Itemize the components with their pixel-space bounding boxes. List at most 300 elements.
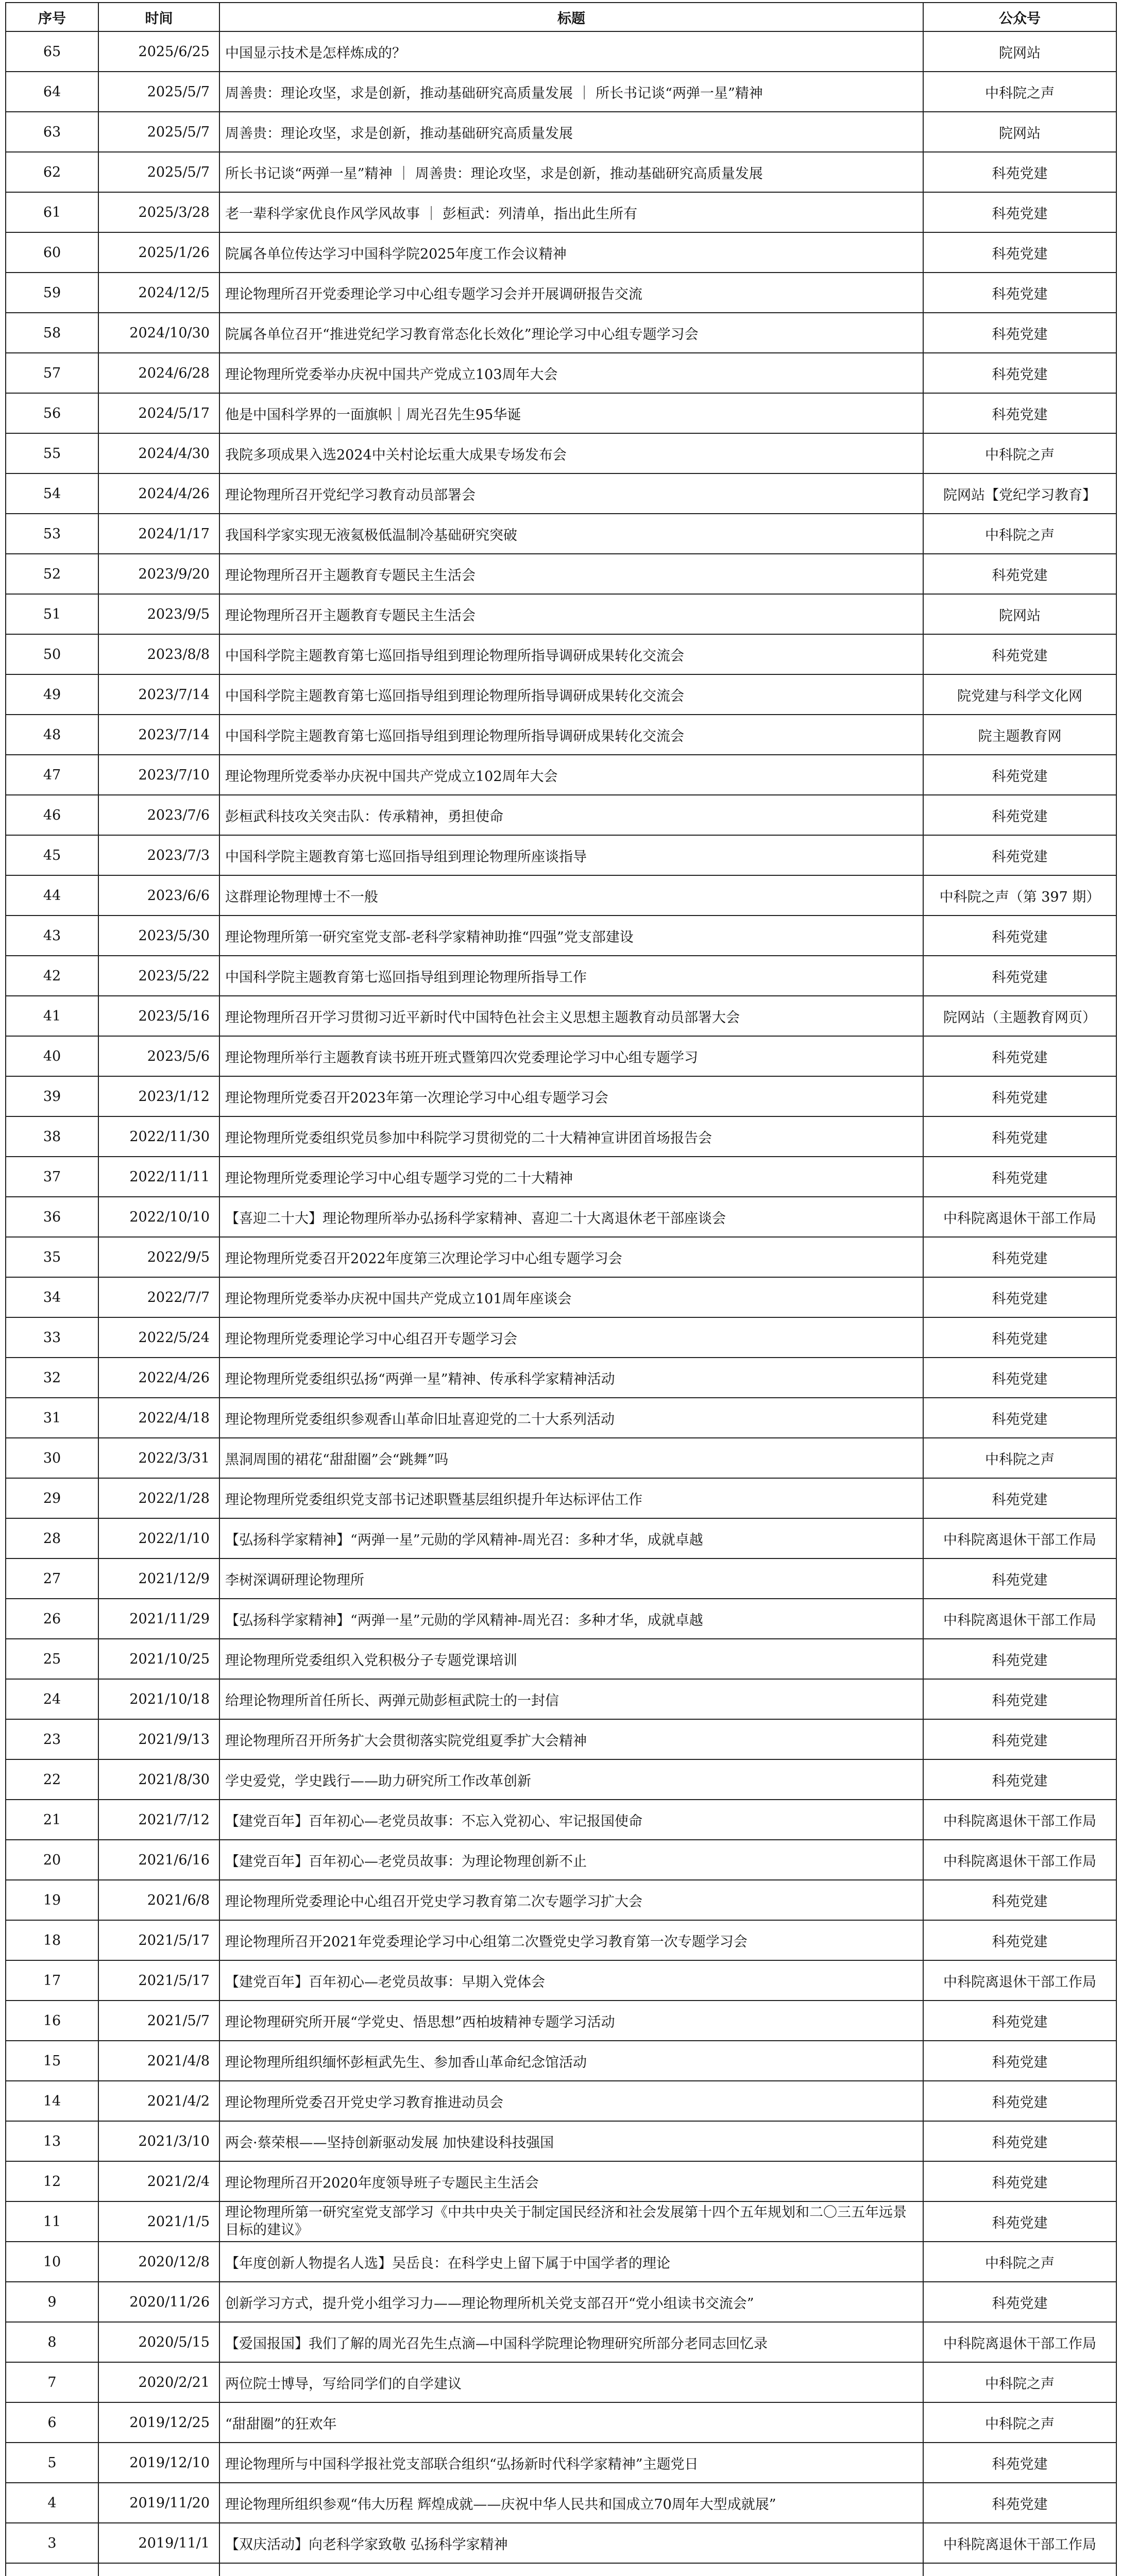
row-title: 理论物理所党委召开2022年度第三次理论学习中心组专题学习会: [219, 1237, 923, 1277]
row-account: 中科院之声: [923, 72, 1116, 112]
row-account: 科苑党建: [923, 2201, 1116, 2242]
row-date: 2023/9/5: [98, 594, 219, 634]
row-date: 2024/6/28: [98, 353, 219, 393]
table-row: [6, 1840, 1116, 1880]
table-row: [6, 1358, 1116, 1398]
row-account: 科苑党建: [923, 1639, 1116, 1679]
row-account: 科苑党建: [923, 634, 1116, 674]
row-account: 中科院离退休干部工作局: [923, 1960, 1116, 2001]
row-account: 院网站【党纪学习教育】: [923, 473, 1116, 514]
row-number: 24: [6, 1679, 98, 1719]
row-number: 41: [6, 996, 98, 1036]
row-account: 中科院离退休干部工作局: [923, 1518, 1116, 1558]
row-title: [219, 2563, 923, 2576]
row-account: 科苑党建: [923, 232, 1116, 273]
row-account: 科苑党建: [923, 1237, 1116, 1277]
row-title: 【弘扬科学家精神】“两弹一星”元勋的学风精神-周光召：多种才华，成就卓越: [219, 1599, 923, 1639]
table-row: [6, 1237, 1116, 1277]
table-row: [6, 1317, 1116, 1358]
header-title: 标题: [219, 3, 923, 31]
row-title: 理论物理所召开党委理论学习中心组专题学习会并开展调研报告交流: [219, 273, 923, 313]
row-title: 理论物理所党委组织参观香山革命旧址喜迎党的二十大系列活动: [219, 1398, 923, 1438]
row-date: 2024/4/30: [98, 433, 219, 473]
table-row: [6, 192, 1116, 232]
row-date: 2022/10/10: [98, 1197, 219, 1237]
row-number: 20: [6, 1840, 98, 1880]
row-date: 2021/2/4: [98, 2161, 219, 2201]
row-number: 49: [6, 674, 98, 715]
row-account: 中科院离退休干部工作局: [923, 1197, 1116, 1237]
row-account: 中科院之声: [923, 433, 1116, 473]
row-number: 36: [6, 1197, 98, 1237]
row-account: 科苑党建: [923, 1719, 1116, 1759]
row-number: 16: [6, 2001, 98, 2041]
row-account: 院主题教育网: [923, 715, 1116, 755]
row-title: 彭桓武科技攻关突击队：传承精神，勇担使命: [219, 795, 923, 835]
row-account: 科苑党建: [923, 1116, 1116, 1157]
row-date: 2024/12/5: [98, 273, 219, 313]
row-title: 【建党百年】百年初心—老党员故事：早期入党体会: [219, 1960, 923, 2001]
row-number: 13: [6, 2121, 98, 2161]
table-row: [6, 996, 1116, 1036]
row-number: 42: [6, 956, 98, 996]
row-title: 给理论物理所首任所长、两弹元勋彭桓武院士的一封信: [219, 1679, 923, 1719]
row-number: 23: [6, 1719, 98, 1759]
table-row: [6, 2282, 1116, 2322]
row-account: 院网站: [923, 112, 1116, 152]
row-title: 所长书记谈“两弹一星”精神 ｜ 周善贵：理论攻坚，求是创新，推动基础研究高质量发展: [219, 152, 923, 192]
row-date: 2022/1/28: [98, 1478, 219, 1518]
row-account: 中科院之声: [923, 2362, 1116, 2402]
row-title: 我院多项成果入选2024中关村论坛重大成果专场发布会: [219, 433, 923, 473]
row-title: “甜甜圈”的狂欢年: [219, 2402, 923, 2443]
row-account: 科苑党建: [923, 273, 1116, 313]
table-row: [6, 2523, 1116, 2563]
row-date: 2022/7/7: [98, 1277, 219, 1317]
header-date: 时间: [98, 3, 219, 31]
table-row: [6, 393, 1116, 433]
row-date: 2021/6/16: [98, 1840, 219, 1880]
row-number: 43: [6, 916, 98, 956]
row-title: 周善贵：理论攻坚，求是创新，推动基础研究高质量发展: [219, 112, 923, 152]
table-row: [6, 594, 1116, 634]
row-date: 2024/10/30: [98, 313, 219, 353]
row-account: 科苑党建: [923, 152, 1116, 192]
row-account: 科苑党建: [923, 554, 1116, 594]
row-number: 50: [6, 634, 98, 674]
row-date: 2025/1/26: [98, 232, 219, 273]
row-title: 理论物理所第一研究室党支部-老科学家精神助推“四强”党支部建设: [219, 916, 923, 956]
row-date: 2024/5/17: [98, 393, 219, 433]
row-title: 两位院士博导，写给同学们的自学建议: [219, 2362, 923, 2402]
row-date: 2025/5/7: [98, 72, 219, 112]
row-number: 46: [6, 795, 98, 835]
table-row: [6, 2161, 1116, 2201]
row-account: 中科院离退休干部工作局: [923, 2322, 1116, 2362]
row-number: 27: [6, 1558, 98, 1599]
table-row: [6, 2483, 1116, 2523]
table-row: [6, 1639, 1116, 1679]
row-account: 科苑党建: [923, 1880, 1116, 1920]
row-number: 18: [6, 1920, 98, 1960]
row-number: 26: [6, 1599, 98, 1639]
table-row: [6, 1197, 1116, 1237]
table-row: [6, 2402, 1116, 2443]
row-title: 两会·蔡荣根——坚持创新驱动发展 加快建设科技强国: [219, 2121, 923, 2161]
table-row: [6, 956, 1116, 996]
row-title: 【喜迎二十大】理论物理所举办弘扬科学家精神、喜迎二十大离退休老干部座谈会: [219, 1197, 923, 1237]
row-date: 2023/8/8: [98, 634, 219, 674]
row-account: 院党建与科学文化网: [923, 674, 1116, 715]
row-title: 院属各单位传达学习中国科学院2025年度工作会议精神: [219, 232, 923, 273]
row-number: 25: [6, 1639, 98, 1679]
row-account: [923, 2563, 1116, 2576]
row-account: 科苑党建: [923, 1759, 1116, 1800]
row-title: 理论物理所组织参观“伟大历程 辉煌成就——庆祝中华人民共和国成立70周年大型成就展”: [219, 2483, 923, 2523]
table-row: [6, 353, 1116, 393]
row-date: 2021/12/9: [98, 1558, 219, 1599]
row-number: 35: [6, 1237, 98, 1277]
row-date: 2023/7/6: [98, 795, 219, 835]
row-number: 64: [6, 72, 98, 112]
row-title: 理论物理所召开主题教育专题民主生活会: [219, 594, 923, 634]
row-date: 2021/7/12: [98, 1800, 219, 1840]
row-account: 科苑党建: [923, 916, 1116, 956]
row-account: 中科院离退休干部工作局: [923, 1800, 1116, 1840]
row-title: 理论物理研究所开展“学党史、悟思想”西柏坡精神专题学习活动: [219, 2001, 923, 2041]
row-title: 理论物理所党委举办庆祝中国共产党成立101周年座谈会: [219, 1277, 923, 1317]
row-date: 2023/5/22: [98, 956, 219, 996]
row-date: 2023/7/10: [98, 755, 219, 795]
row-title: 李树深调研理论物理所: [219, 1558, 923, 1599]
row-account: 科苑党建: [923, 1317, 1116, 1358]
table-row: [6, 1036, 1116, 1076]
row-date: 2024/1/17: [98, 514, 219, 554]
row-date: 2022/1/10: [98, 1518, 219, 1558]
row-number: 38: [6, 1116, 98, 1157]
row-account: 中科院离退休干部工作局: [923, 2523, 1116, 2563]
row-title: 理论物理所第一研究室党支部学习《中共中央关于制定国民经济和社会发展第十四个五年规划和二〇三五年远景目标的建议》: [219, 2201, 923, 2242]
row-number: 54: [6, 473, 98, 514]
row-account: 科苑党建: [923, 2443, 1116, 2483]
row-number: 33: [6, 1317, 98, 1358]
row-account: 科苑党建: [923, 192, 1116, 232]
row-account: 中科院之声: [923, 1438, 1116, 1478]
row-number: 65: [6, 31, 98, 72]
table-row: [6, 1759, 1116, 1800]
row-account: 院网站: [923, 31, 1116, 72]
table-row: [6, 112, 1116, 152]
table-row: [6, 2081, 1116, 2121]
row-date: 2025/3/28: [98, 192, 219, 232]
row-title: 理论物理所党委组织入党积极分子专题党课培训: [219, 1639, 923, 1679]
row-number: 53: [6, 514, 98, 554]
row-title: 黑洞周围的裙花“甜甜圈”会“跳舞”吗: [219, 1438, 923, 1478]
row-title: 中国科学院主题教育第七巡回指导组到理论物理所指导调研成果转化交流会: [219, 674, 923, 715]
row-account: 科苑党建: [923, 313, 1116, 353]
row-number: 29: [6, 1478, 98, 1518]
row-number: 51: [6, 594, 98, 634]
row-account: 科苑党建: [923, 1920, 1116, 1960]
table-row: [6, 1679, 1116, 1719]
table-row: [6, 2322, 1116, 2362]
row-date: 2020/11/26: [98, 2282, 219, 2322]
row-date: 2022/11/30: [98, 1116, 219, 1157]
row-number: 11: [6, 2201, 98, 2242]
row-date: [98, 2563, 219, 2576]
row-title: 理论物理所举行主题教育读书班开班式暨第四次党委理论学习中心组专题学习: [219, 1036, 923, 1076]
row-account: 中科院之声: [923, 2242, 1116, 2282]
row-date: 2021/6/8: [98, 1880, 219, 1920]
row-date: 2023/1/12: [98, 1076, 219, 1116]
row-number: 62: [6, 152, 98, 192]
table-row: [6, 2242, 1116, 2282]
row-title: 理论物理所党委召开党史学习教育推进动员会: [219, 2081, 923, 2121]
row-number: 59: [6, 273, 98, 313]
row-date: 2021/5/17: [98, 1920, 219, 1960]
table-row: [6, 634, 1116, 674]
table-row: [6, 1800, 1116, 1840]
row-date: 2025/5/7: [98, 152, 219, 192]
table-row: [6, 2201, 1116, 2242]
row-account: 科苑党建: [923, 1679, 1116, 1719]
row-date: 2021/10/25: [98, 1639, 219, 1679]
row-date: 2021/8/30: [98, 1759, 219, 1800]
row-account: 科苑党建: [923, 2081, 1116, 2121]
row-title: 理论物理所召开学习贯彻习近平新时代中国特色社会主义思想主题教育动员部署大会: [219, 996, 923, 1036]
table-row: [6, 715, 1116, 755]
row-title: 理论物理所党委理论学习中心组召开专题学习会: [219, 1317, 923, 1358]
row-date: 2021/5/7: [98, 2001, 219, 2041]
row-title: 理论物理所组织缅怀彭桓武先生、参加香山革命纪念馆活动: [219, 2041, 923, 2081]
table-row: [6, 1398, 1116, 1438]
row-date: 2021/9/13: [98, 1719, 219, 1759]
row-title: 理论物理所党委组织弘扬“两弹一星”精神、传承科学家精神活动: [219, 1358, 923, 1398]
row-title: 中国科学院主题教育第七巡回指导组到理论物理所座谈指导: [219, 835, 923, 875]
articles-table: [5, 2, 1117, 2576]
row-date: 2024/4/26: [98, 473, 219, 514]
table-row: [6, 273, 1116, 313]
table-row: [6, 1277, 1116, 1317]
row-number: 57: [6, 353, 98, 393]
row-title: 老一辈科学家优良作风学风故事 ｜ 彭桓武：列清单，指出此生所有: [219, 192, 923, 232]
table-row: [6, 1076, 1116, 1116]
row-number: 22: [6, 1759, 98, 1800]
row-number: 37: [6, 1157, 98, 1197]
table-row: [6, 473, 1116, 514]
table-row: [6, 2443, 1116, 2483]
table-row: [6, 1558, 1116, 1599]
row-date: 2023/7/14: [98, 715, 219, 755]
row-account: 科苑党建: [923, 755, 1116, 795]
row-number: 9: [6, 2282, 98, 2322]
table-row: [6, 554, 1116, 594]
row-account: 科苑党建: [923, 2041, 1116, 2081]
row-number: 12: [6, 2161, 98, 2201]
table-row: [6, 1116, 1116, 1157]
table-row: [6, 835, 1116, 875]
row-title: 【弘扬科学家精神】“两弹一星”元勋的学风精神-周光召：多种才华，成就卓越: [219, 1518, 923, 1558]
row-date: 2022/5/24: [98, 1317, 219, 1358]
row-title: 理论物理所党委召开2023年第一次理论学习中心组专题学习会: [219, 1076, 923, 1116]
row-number: 28: [6, 1518, 98, 1558]
row-title: 【建党百年】百年初心—老党员故事：不忘入党初心、牢记报国使命: [219, 1800, 923, 1840]
row-account: 科苑党建: [923, 2161, 1116, 2201]
row-title: 理论物理所党委举办庆祝中国共产党成立103周年大会: [219, 353, 923, 393]
row-title: 【建党百年】百年初心—老党员故事：为理论物理创新不止: [219, 1840, 923, 1880]
row-number: 10: [6, 2242, 98, 2282]
table-row: [6, 2001, 1116, 2041]
header-account: 公众号: [923, 3, 1116, 31]
row-date: 2022/4/26: [98, 1358, 219, 1398]
table-row: [6, 1518, 1116, 1558]
row-account: 中科院离退休干部工作局: [923, 1599, 1116, 1639]
row-date: 2025/5/7: [98, 112, 219, 152]
row-date: 2020/12/8: [98, 2242, 219, 2282]
row-number: 34: [6, 1277, 98, 1317]
row-title: 院属各单位召开“推进党纪学习教育常态化长效化”理论学习中心组专题学习会: [219, 313, 923, 353]
row-date: 2021/1/5: [98, 2201, 219, 2242]
row-date: 2023/7/3: [98, 835, 219, 875]
table-row: [6, 232, 1116, 273]
row-title: 理论物理所党委举办庆祝中国共产党成立102周年大会: [219, 755, 923, 795]
row-account: 科苑党建: [923, 835, 1116, 875]
row-date: 2023/7/14: [98, 674, 219, 715]
row-date: 2019/12/25: [98, 2402, 219, 2443]
row-title: 理论物理所召开2021年党委理论学习中心组第二次暨党史学习教育第一次专题学习会: [219, 1920, 923, 1960]
row-date: 2022/3/31: [98, 1438, 219, 1478]
row-date: 2023/5/6: [98, 1036, 219, 1076]
row-title: 他是中国科学界的一面旗帜｜周光召先生95华诞: [219, 393, 923, 433]
row-account: 科苑党建: [923, 2121, 1116, 2161]
row-account: 科苑党建: [923, 1558, 1116, 1599]
row-title: 理论物理所与中国科学报社党支部联合组织“弘扬新时代科学家精神”主题党日: [219, 2443, 923, 2483]
table-row: [6, 313, 1116, 353]
row-number: 48: [6, 715, 98, 755]
row-title: 【爱国报国】我们了解的周光召先生点滴—中国科学院理论物理研究所部分老同志回忆录: [219, 2322, 923, 2362]
row-number: 56: [6, 393, 98, 433]
row-account: 科苑党建: [923, 2001, 1116, 2041]
header-num: 序号: [6, 3, 98, 31]
row-number: 63: [6, 112, 98, 152]
row-title: 理论物理所党委组织党员参加中科院学习贯彻党的二十大精神宣讲团首场报告会: [219, 1116, 923, 1157]
row-title: 学史爱党，学史践行——助力研究所工作改革创新: [219, 1759, 923, 1800]
row-date: 2023/5/16: [98, 996, 219, 1036]
row-number: 61: [6, 192, 98, 232]
row-account: 科苑党建: [923, 795, 1116, 835]
row-account: 科苑党建: [923, 393, 1116, 433]
row-number: 55: [6, 433, 98, 473]
row-account: 科苑党建: [923, 1076, 1116, 1116]
row-date: 2022/11/11: [98, 1157, 219, 1197]
table-row: [6, 875, 1116, 916]
header-row: [6, 3, 1116, 31]
table-row: [6, 1880, 1116, 1920]
row-account: 中科院之声（第 397 期）: [923, 875, 1116, 916]
row-date: 2021/10/18: [98, 1679, 219, 1719]
row-date: 2025/6/25: [98, 31, 219, 72]
row-title: 周善贵：理论攻坚，求是创新，推动基础研究高质量发展 ｜ 所长书记谈“两弹一星”精神: [219, 72, 923, 112]
row-account: 院网站: [923, 594, 1116, 634]
table-row: [6, 72, 1116, 112]
table-row: [6, 2362, 1116, 2402]
table-row: [6, 1478, 1116, 1518]
row-date: 2021/4/2: [98, 2081, 219, 2121]
row-date: 2021/11/29: [98, 1599, 219, 1639]
row-date: 2022/9/5: [98, 1237, 219, 1277]
row-number: 30: [6, 1438, 98, 1478]
row-date: 2020/5/15: [98, 2322, 219, 2362]
row-number: 7: [6, 2362, 98, 2402]
row-date: 2019/11/1: [98, 2523, 219, 2563]
row-number: 6: [6, 2402, 98, 2443]
row-number: 39: [6, 1076, 98, 1116]
row-title: 中国科学院主题教育第七巡回指导组到理论物理所指导调研成果转化交流会: [219, 634, 923, 674]
row-title: 理论物理所召开所务扩大会贯彻落实院党组夏季扩大会精神: [219, 1719, 923, 1759]
row-account: 科苑党建: [923, 1157, 1116, 1197]
table-row: [6, 755, 1116, 795]
row-date: 2023/5/30: [98, 916, 219, 956]
table-body: [6, 31, 1116, 2576]
row-date: 2021/3/10: [98, 2121, 219, 2161]
table-row: [6, 1719, 1116, 1759]
table-row: [6, 31, 1116, 72]
table-row: [6, 916, 1116, 956]
table-row: [6, 1438, 1116, 1478]
row-account: 科苑党建: [923, 956, 1116, 996]
row-number: 52: [6, 554, 98, 594]
table-row: [6, 514, 1116, 554]
row-date: 2020/2/21: [98, 2362, 219, 2402]
row-title: 理论物理所党委理论中心组召开党史学习教育第二次专题学习扩大会: [219, 1880, 923, 1920]
row-title: 理论物理所党委组织党支部书记述职暨基层组织提升年达标评估工作: [219, 1478, 923, 1518]
table-row: [6, 152, 1116, 192]
row-number: 32: [6, 1358, 98, 1398]
row-date: 2021/5/17: [98, 1960, 219, 2001]
row-number: 5: [6, 2443, 98, 2483]
row-date: 2021/4/8: [98, 2041, 219, 2081]
row-number: 17: [6, 1960, 98, 2001]
row-account: 科苑党建: [923, 1358, 1116, 1398]
row-title: 理论物理所召开2020年度领导班子专题民主生活会: [219, 2161, 923, 2201]
row-account: 科苑党建: [923, 353, 1116, 393]
table-row: [6, 1960, 1116, 2001]
row-number: 45: [6, 835, 98, 875]
row-number: 8: [6, 2322, 98, 2362]
row-account: 院网站（主题教育网页）: [923, 996, 1116, 1036]
table-row: [6, 2563, 1116, 2576]
table-row: [6, 433, 1116, 473]
row-title: 理论物理所召开党纪学习教育动员部署会: [219, 473, 923, 514]
row-number: 58: [6, 313, 98, 353]
row-account: 科苑党建: [923, 1478, 1116, 1518]
row-title: 【年度创新人物提名人选】吴岳良：在科学史上留下属于中国学者的理论: [219, 2242, 923, 2282]
row-title: 理论物理所党委理论学习中心组专题学习党的二十大精神: [219, 1157, 923, 1197]
row-number: 3: [6, 2523, 98, 2563]
table-row: [6, 1157, 1116, 1197]
row-title: 这群理论物理博士不一般: [219, 875, 923, 916]
row-account: 中科院之声: [923, 514, 1116, 554]
row-number: 4: [6, 2483, 98, 2523]
row-date: 2022/4/18: [98, 1398, 219, 1438]
row-account: 科苑党建: [923, 1398, 1116, 1438]
row-account: 科苑党建: [923, 2483, 1116, 2523]
row-date: 2023/6/6: [98, 875, 219, 916]
row-number: 21: [6, 1800, 98, 1840]
row-title: 【双庆活动】向老科学家致敬 弘扬科学家精神: [219, 2523, 923, 2563]
row-title: 中国科学院主题教育第七巡回指导组到理论物理所指导工作: [219, 956, 923, 996]
row-title: 中国显示技术是怎样炼成的？: [219, 31, 923, 72]
